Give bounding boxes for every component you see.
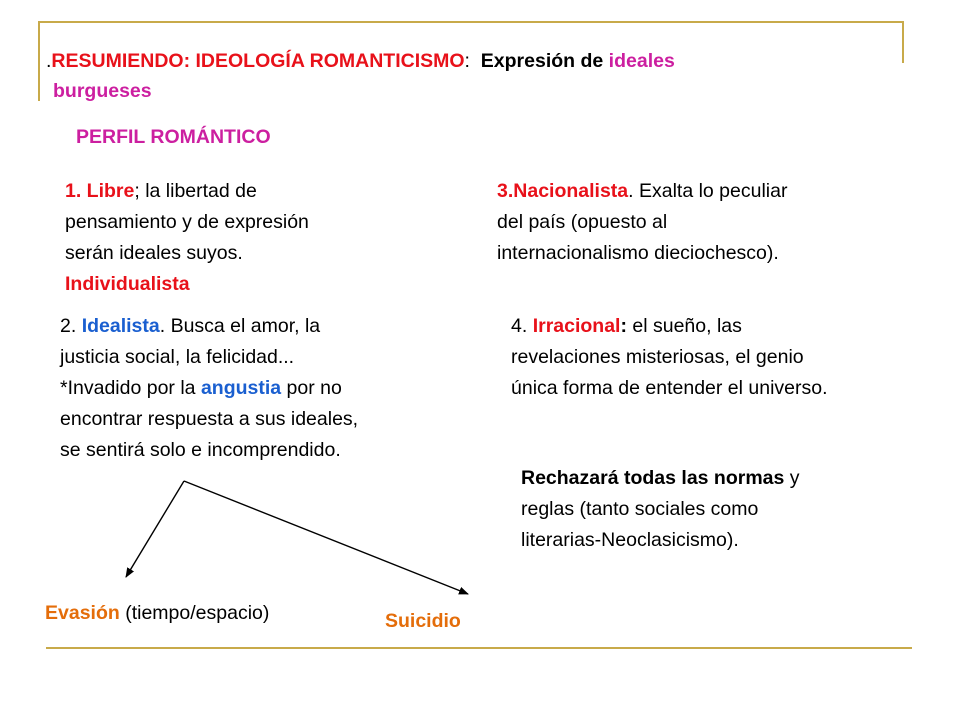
point-4-line2: revelaciones misteriosas, el genio [511, 346, 804, 368]
arrow-to-evasion [126, 481, 184, 577]
rejection-line2: reglas (tanto sociales como [521, 498, 759, 520]
arrow-to-suicide [184, 481, 468, 594]
title-dot: . [46, 50, 52, 72]
point-1-line3: serán ideales suyos. [65, 242, 243, 264]
point-4-line3: única forma de entender el universo. [511, 377, 828, 399]
point-1-line4: Individualista [65, 273, 190, 295]
evasion-rest: (tiempo/espacio) [119, 602, 270, 624]
title-heading: RESUMIENDO: IDEOLOGÍA ROMANTICISMO [51, 50, 465, 72]
title-subtitle-highlight: ideales [608, 50, 675, 72]
point-2-line5: se sentirá solo e incomprendido. [60, 439, 341, 461]
point-1-line1: ; la libertad de [134, 180, 257, 202]
evasion-outcome [45, 598, 269, 629]
title-subtitle-b: burgueses [53, 80, 152, 102]
rejection-line3: literarias-Neoclasicismo). [521, 529, 739, 551]
point-1-line2: pensamiento y de expresión [65, 211, 309, 233]
point-4-colon: : [620, 315, 627, 337]
point-2-line3-a: *Invadido por la [60, 377, 201, 399]
point-3-line3: internacionalismo dieciochesco). [497, 242, 779, 264]
point-3-label: 3.Nacionalista [497, 180, 629, 202]
point-3-line2: del país (opuesto al [497, 211, 668, 233]
point-4-label: Irracional [532, 315, 621, 337]
rejection-line1: y [784, 467, 800, 489]
point-4-line1: el sueño, las [626, 315, 742, 337]
point-2-line1: . Busca el amor, la [159, 315, 321, 337]
point-2-number: 2. [60, 315, 82, 337]
point-2-line4: encontrar respuesta a sus ideales, [60, 408, 359, 430]
point-4-number: 4. [511, 315, 533, 337]
point-1-label: 1. Libre [65, 180, 135, 202]
point-2-line3-b: por no [281, 377, 342, 399]
profile-heading: PERFIL ROMÁNTICO [76, 126, 271, 148]
title-colon: : [464, 50, 470, 72]
point-2-line3-highlight: angustia [200, 377, 282, 399]
rejection-bold: Rechazará todas las normas [521, 467, 785, 489]
point-2-label: Idealista [81, 315, 160, 337]
point-3-line1: . Exalta lo peculiar [628, 180, 788, 202]
suicide-outcome: Suicidio [385, 610, 461, 632]
title-subtitle-a: Expresión de [480, 50, 609, 72]
evasion-label: Evasión [45, 602, 120, 624]
point-2-line2: justicia social, la felicidad... [60, 346, 295, 368]
